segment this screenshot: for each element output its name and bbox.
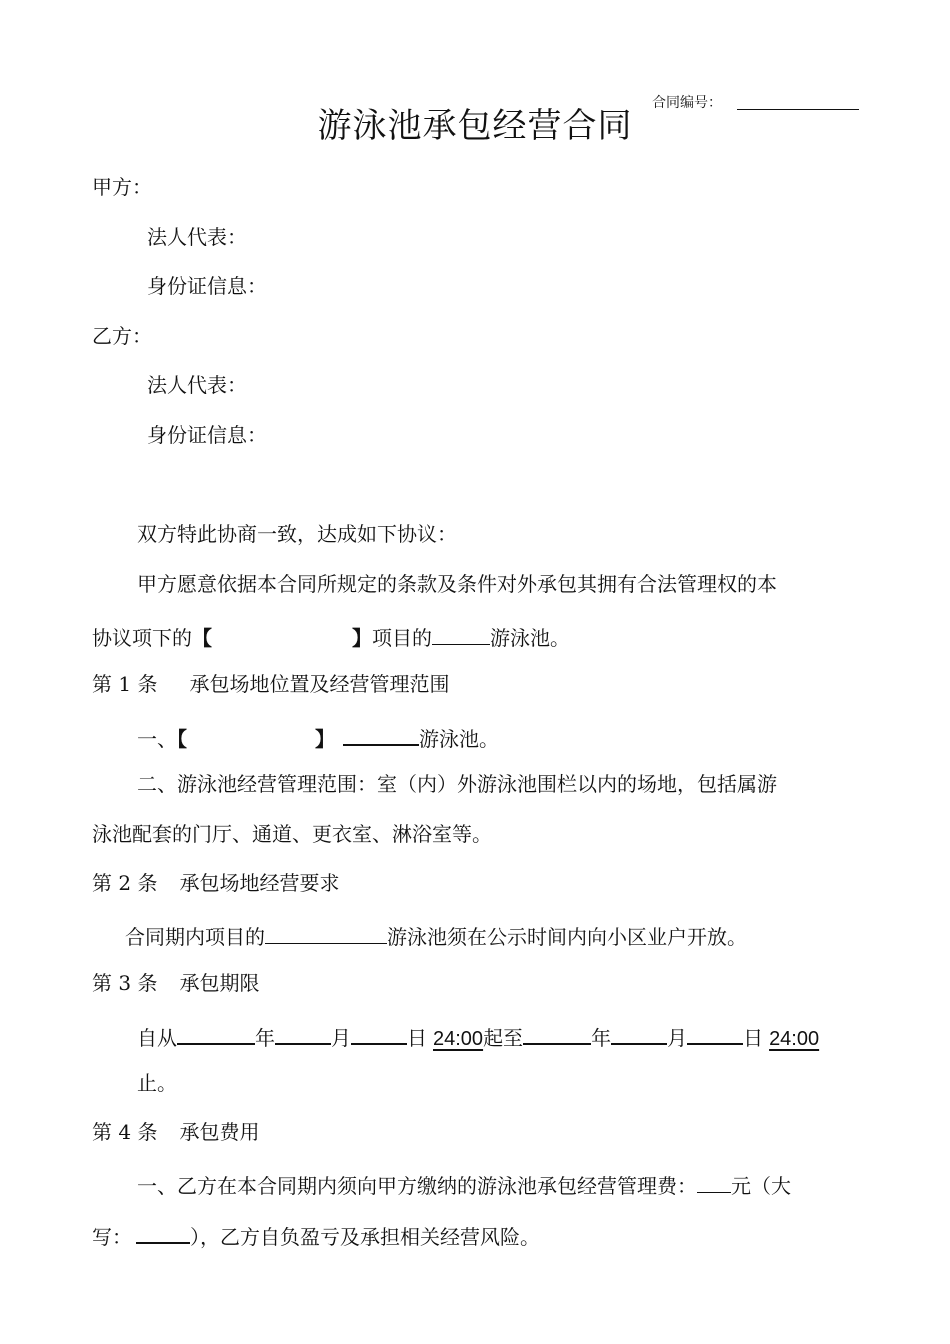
party-b-rep-label: 法人代表： [147,373,247,397]
intro-text: 项目的 [372,626,432,650]
intro-text: 协议项下的 [92,626,192,650]
article-4-item-1-line2 [92,1218,540,1251]
pool-name-blank [343,720,419,746]
month-label: 月 [667,1026,688,1050]
end-year-blank [523,1019,591,1045]
item-prefix: 一、 [137,727,177,751]
article-1-item-2-line2: 泳池配套的门厅、通道、更衣室、淋浴室等。 [92,822,492,846]
article-number: 第 3 条 [92,971,158,995]
article-title: 承包场地位置及经营管理范围 [189,672,450,696]
article-1-item-2-line1: 二、游泳池经营管理范围：室（内）外游泳池围栏以内的场地，包括属游 [137,772,777,796]
article-text: 一、乙方在本合同期内须向甲方缴纳的游泳池承包经营管理费： [137,1174,697,1198]
article-text: 合同期内项目的 [125,925,265,949]
contract-number-label: 合同编号： [652,95,722,111]
end-time: 24:00 [769,1028,820,1050]
article-4-heading [92,1118,259,1146]
bracket-close: 】 [315,727,335,751]
article-text: 游泳池须在公示时间内向小区业户开放。 [387,925,747,949]
article-number: 第 1 条 [92,672,158,696]
article-number: 第 2 条 [92,871,158,895]
article-2-heading [92,869,339,897]
start-year-blank [177,1019,255,1045]
consensus-statement: 双方特此协商一致，达成如下协议： [137,522,457,546]
fee-amount-blank [697,1168,731,1193]
day-label: 日 [743,1026,764,1050]
project-blank [265,919,387,944]
article-text: ），乙方自负盈亏及承担相关经营风险。 [190,1225,540,1249]
term-dates-line [137,1019,819,1053]
party-a-rep-label: 法人代表： [147,225,247,249]
year-label: 年 [255,1026,275,1050]
document-title: 游泳池承包经营合同 [317,106,633,146]
article-text: 元（大 [731,1174,791,1198]
article-number: 第 4 条 [92,1120,158,1144]
intro-text: 游泳池。 [490,626,570,650]
term-end-text: 止。 [137,1071,177,1095]
item-text: 游泳池。 [419,727,499,751]
article-3-heading [92,969,259,997]
intro-paragraph-line1: 甲方愿意依据本合同所规定的条款及条件对外承包其拥有合法管理权的本 [137,572,777,596]
term-to-label: 起至 [483,1026,524,1050]
bracket-open: 【 [177,727,187,751]
article-title: 承包期限 [179,971,260,995]
article-text: 写： [92,1225,132,1249]
article-4-item-1-line1 [137,1168,791,1200]
article-title: 承包场地经营要求 [179,871,340,895]
party-a-id-label: 身份证信息： [147,274,267,298]
article-title: 承包费用 [179,1120,260,1144]
start-day-blank [351,1019,407,1045]
party-b-label: 乙方： [92,324,152,348]
year-label: 年 [591,1026,612,1050]
bracket-open: 【 [192,626,212,650]
month-label: 月 [331,1026,351,1050]
article-2-text [125,919,747,951]
article-1-item-1 [137,720,499,753]
fee-amount-words-blank [136,1218,190,1244]
start-time: 24:00 [433,1028,484,1050]
article-1-heading [92,670,449,698]
end-day-blank [687,1019,743,1045]
end-month-blank [611,1019,667,1045]
bracket-close: 】 [352,626,372,650]
start-month-blank [275,1019,331,1045]
pool-name-blank [432,620,490,645]
day-label: 日 [407,1026,427,1050]
term-from-label: 自从 [137,1026,177,1050]
party-b-id-label: 身份证信息： [147,423,267,447]
party-a-label: 甲方： [92,175,152,199]
intro-paragraph-line2 [92,620,570,652]
